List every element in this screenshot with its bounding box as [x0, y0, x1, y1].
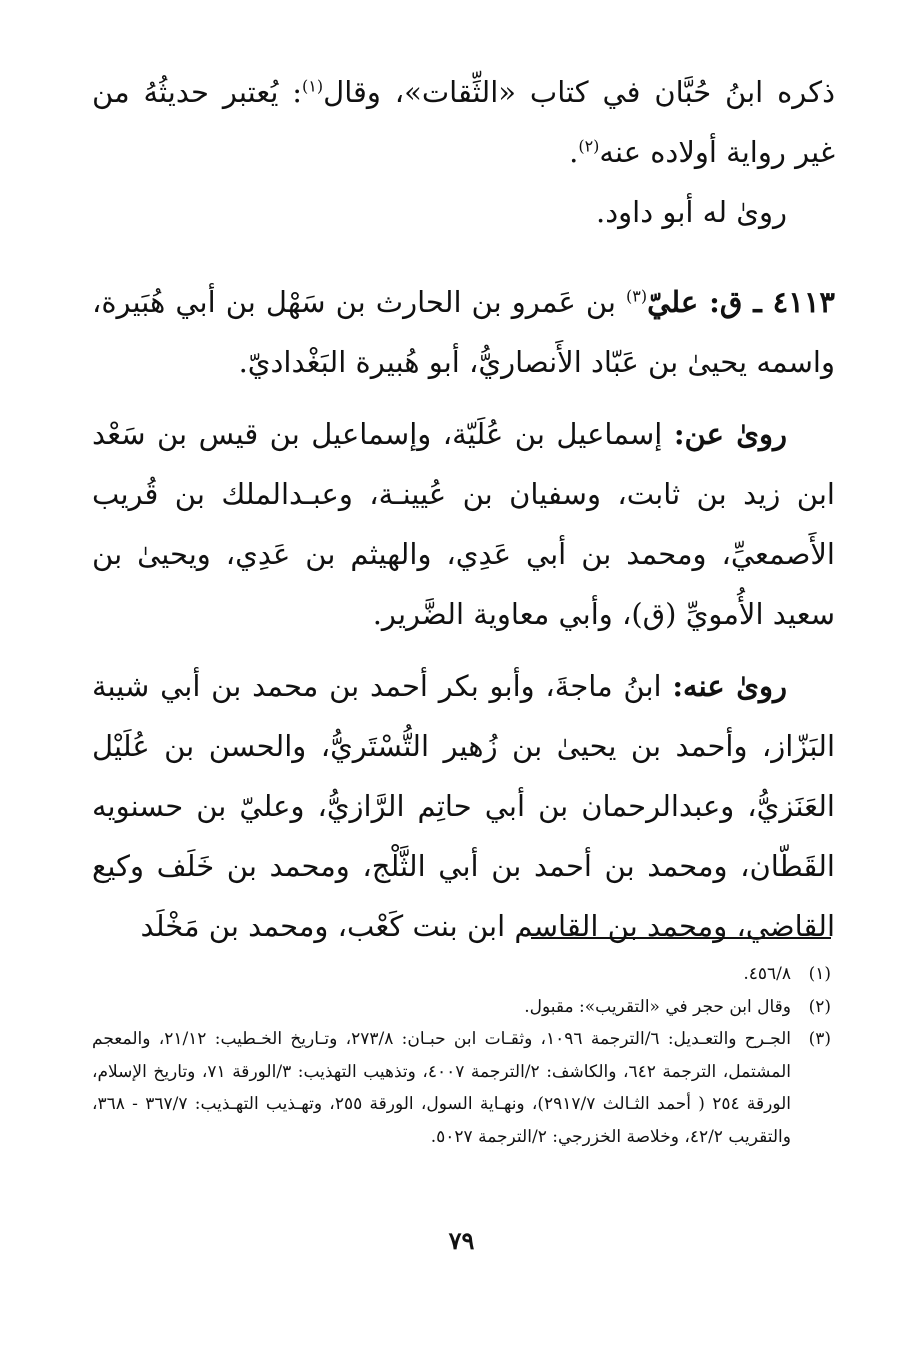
footnote-ref-2[interactable]: (٢)	[578, 136, 600, 156]
previous-entry-ending: ذكره ابنُ حُبَّان في كتاب «الثِّقات»، وقال$^{(١)}$: يُعتبر حديثُهُ من غير رواية أولاده عنه$^{(٢)}$.	[92, 75, 835, 169]
narrated-by-paragraph: روىٰ عنه: ابنُ ماجةَ، وأبو بكر أحمد بن محمد بن أبي شيبة البَزّاز، وأحمد بن يحيىٰ بن زُهير التُّسْتَريُّ، والحسن بن عُلَيْل العَنَزيُّ، وعبدالرحمان بن أبي حاتِم الرَّازيُّ، وعليّ بن حسنويه القَطّان، ومحمد بن أحمد بن أبي الثَّلْج، ومحمد بن خَلَف وكيع القاضي، ومحمد بن القاسم ابن بنت كَعْب، ومحمد بن مَخْلَد	[92, 669, 835, 943]
footnote-number: (١)	[808, 964, 831, 984]
footnote-text: وقال ابن حجر في «التقريب»: مقبول.	[524, 996, 791, 1017]
main-text	[92, 62, 835, 956]
footnote-ref-3[interactable]: (٣)	[626, 286, 648, 306]
entry-heading: ٤١١٣ ـ ق: عليّ$^{(٣)}$ بن عَمرو بن الحارث بن سَهْل بن أبي هُبَيرة، واسمه يحيىٰ بن عَبّاد الأَنصاريُّ، أبو هُبيرة البَغْداديّ.	[92, 285, 835, 379]
footnote-number: (٢)	[808, 996, 831, 1017]
narrated-from-paragraph: روىٰ عن: إسماعيل بن عُلَيّة، وإسماعيل بن قيس بن سَعْد ابن زيد بن ثابت، وسفيان بن عُيينـة، وعبـدالملك بن قُريب الأَصمعيِّ، ومحمد بن أبي عَدِي، والهيثم بن عَدِي، ويحيىٰ بن سعيد الأُمويِّ (ق)، وأبي معاوية الضَّرير.	[92, 417, 835, 631]
narrated-by-label: روىٰ عنه:	[672, 669, 787, 703]
footnotes	[92, 958, 831, 1153]
footnote-3	[92, 1023, 831, 1153]
narrated-from-label: روىٰ عن:	[673, 417, 787, 451]
footnote-text: ٤٥٦/٨.	[743, 964, 791, 984]
footnote-number: (٣)	[808, 1029, 831, 1049]
narrated-by-line: روىٰ له أبو داود.	[596, 195, 787, 229]
footnote-2	[92, 991, 831, 1024]
footnote-ref-1[interactable]: (١)	[302, 76, 324, 96]
page-number: ٧٩	[448, 1226, 475, 1255]
footnote-text: الجـرح والتعـديل: ٦/الترجمة ١٠٩٦، وثقـات ابن حبـان: ٢٧٣/٨، وتـاريخ الخـطيب: ٢١/١٢، والمعجم المشتمل، الترجمة ٦٤٢، والكاشف: ٢/الترجمة ٤٠٠٧، وتذهيب التهذيب: ٣/الورقة ٧١، وتاريخ الإسلام، الورقة ٢٥٤ ( أحمد الثـالث ٢٩١٧/٧)، ونهـاية السول، الورقة ٢٥٥، وتهـذيب التهـذيب: ٣٦٧/٧ - ٣٦٨، والتقريب ٤٢/٢، وخلاصة الخزرجي: ٢/الترجمة ٥٠٢٧.	[92, 1029, 792, 1147]
footnote-1	[92, 958, 831, 991]
footnote-separator	[531, 937, 831, 939]
entry-number: ٤١١٣ ـ ق: عليّ	[647, 285, 835, 319]
